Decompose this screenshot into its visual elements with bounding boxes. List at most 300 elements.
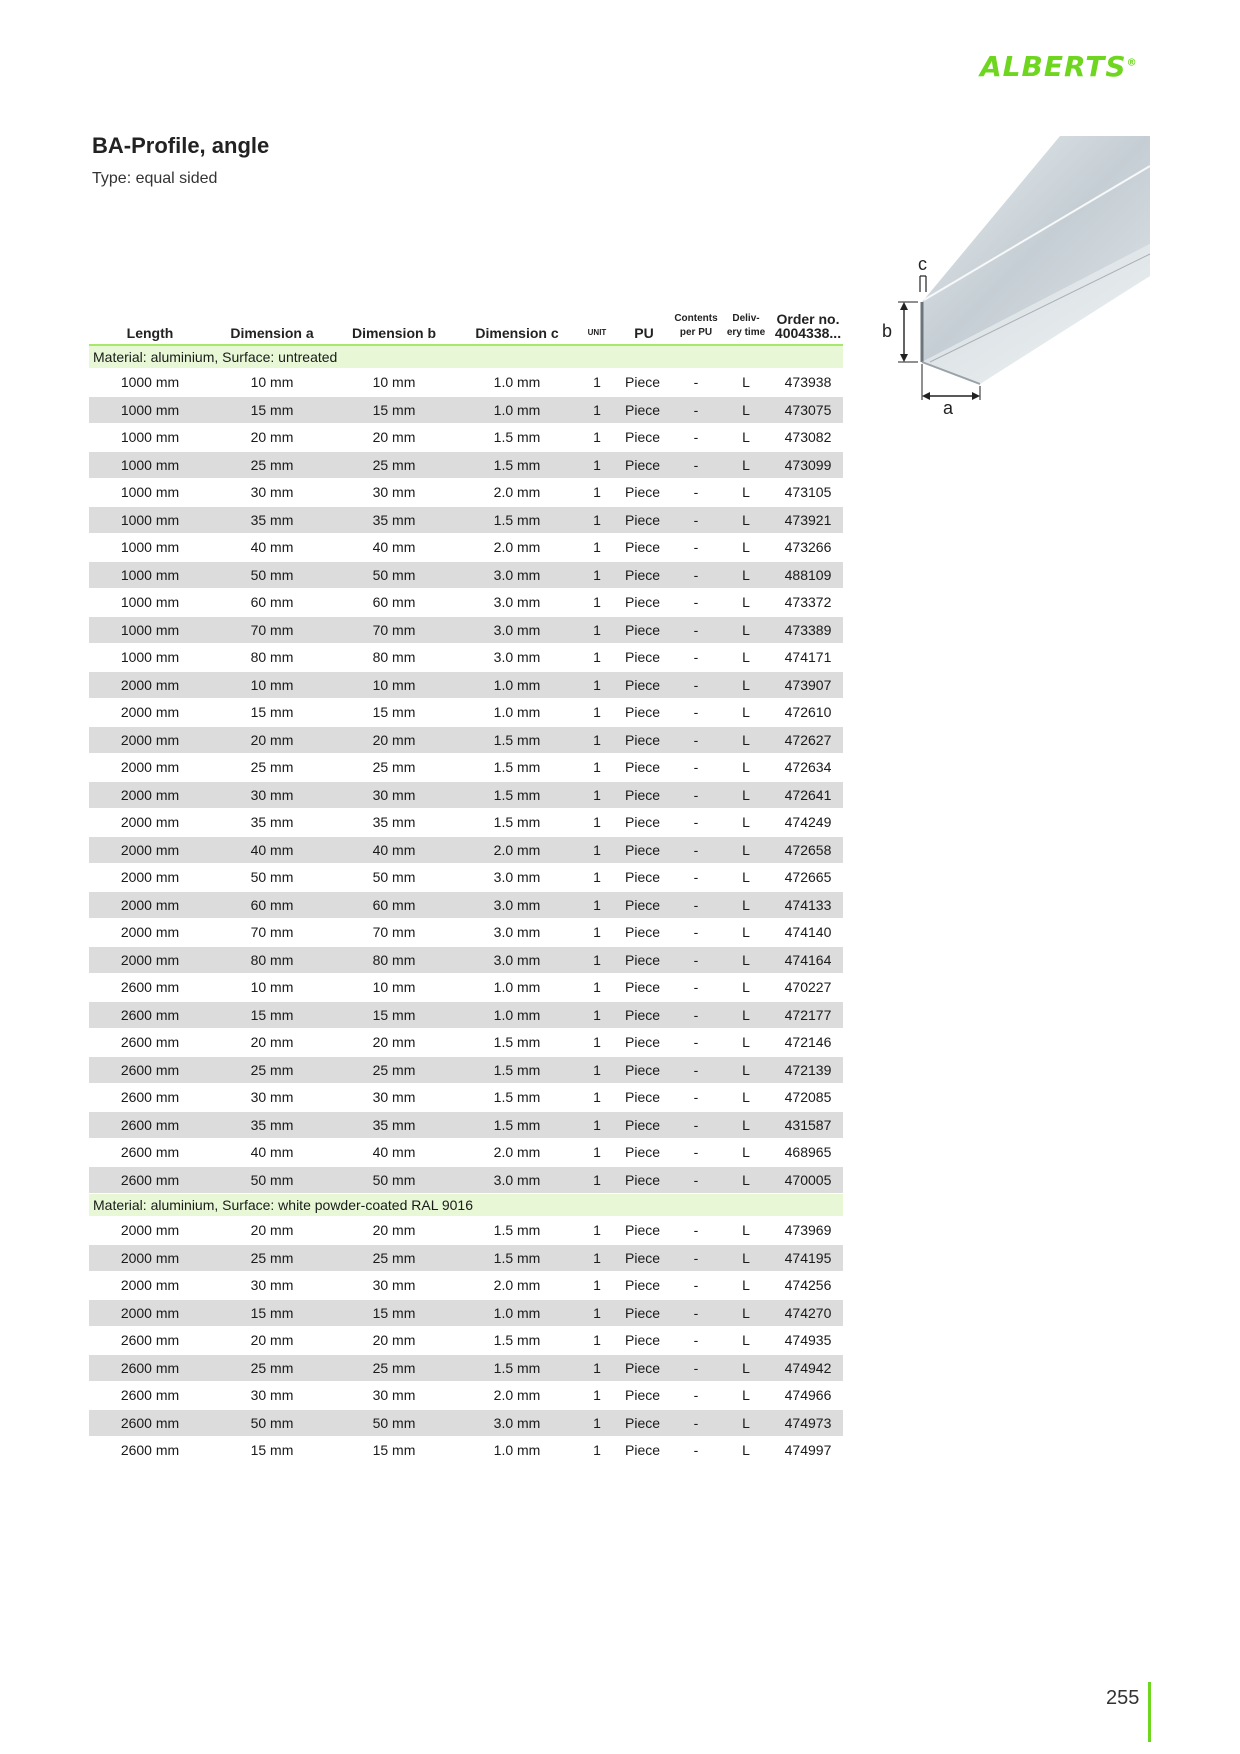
- cell-delivery: L: [719, 396, 773, 424]
- cell-unit: 1: [579, 946, 615, 974]
- cell-dimension-c: 3.0 mm: [455, 891, 579, 919]
- cell-pu: Piece: [615, 561, 673, 589]
- cell-dimension-b: 10 mm: [333, 369, 455, 397]
- cell-dimension-b: 25 mm: [333, 754, 455, 782]
- cell-order-no: 474140: [773, 919, 843, 947]
- cell-contents: -: [673, 974, 719, 1002]
- cell-unit: 1: [579, 1029, 615, 1057]
- cell-dimension-a: 15 mm: [211, 1001, 333, 1029]
- cell-delivery: L: [719, 1166, 773, 1194]
- cell-unit: 1: [579, 1437, 615, 1465]
- cell-pu: Piece: [615, 1166, 673, 1194]
- cell-delivery: L: [719, 1272, 773, 1300]
- cell-dimension-a: 70 mm: [211, 919, 333, 947]
- cell-dimension-c: 1.5 mm: [455, 1217, 579, 1245]
- cell-dimension-a: 20 mm: [211, 424, 333, 452]
- cell-order-no: 474935: [773, 1327, 843, 1355]
- cell-length: 2600 mm: [89, 1029, 211, 1057]
- cell-delivery: L: [719, 809, 773, 837]
- label-b: b: [882, 321, 893, 341]
- header-dimension-b: Dimension b: [351, 325, 436, 341]
- table-row: [89, 1382, 843, 1410]
- cell-order-no: 488109: [773, 561, 843, 589]
- table-row: [89, 864, 843, 892]
- cell-order-no: 472665: [773, 864, 843, 892]
- cell-pu: Piece: [615, 1001, 673, 1029]
- cell-unit: 1: [579, 671, 615, 699]
- cell-pu: Piece: [615, 1244, 673, 1272]
- cell-unit: 1: [579, 864, 615, 892]
- cell-contents: -: [673, 1217, 719, 1245]
- cell-dimension-b: 20 mm: [333, 726, 455, 754]
- cell-dimension-c: 1.5 mm: [455, 1111, 579, 1139]
- cell-unit: 1: [579, 1001, 615, 1029]
- cell-unit: 1: [579, 1084, 615, 1112]
- cell-dimension-b: 30 mm: [333, 1382, 455, 1410]
- cell-unit: 1: [579, 424, 615, 452]
- cell-dimension-b: 15 mm: [333, 1437, 455, 1465]
- cell-dimension-b: 30 mm: [333, 781, 455, 809]
- header-length: Length: [126, 325, 174, 341]
- table-row: [89, 1111, 843, 1139]
- cell-dimension-b: 35 mm: [333, 1111, 455, 1139]
- cell-dimension-c: 3.0 mm: [455, 644, 579, 672]
- cell-length: 1000 mm: [89, 424, 211, 452]
- cell-dimension-a: 35 mm: [211, 809, 333, 837]
- cell-dimension-c: 1.5 mm: [455, 1244, 579, 1272]
- cell-delivery: L: [719, 1437, 773, 1465]
- cell-contents: -: [673, 1139, 719, 1167]
- cell-dimension-a: 40 mm: [211, 534, 333, 562]
- cell-order-no: 474966: [773, 1382, 843, 1410]
- cell-order-no: 431587: [773, 1111, 843, 1139]
- cell-dimension-c: 2.0 mm: [455, 1382, 579, 1410]
- cell-length: 2000 mm: [89, 1299, 211, 1327]
- dimension-b-marker: [882, 302, 918, 362]
- cell-delivery: L: [719, 1299, 773, 1327]
- cell-delivery: L: [719, 1409, 773, 1437]
- cell-unit: 1: [579, 451, 615, 479]
- header-pu: PU: [634, 325, 654, 341]
- cell-delivery: L: [719, 479, 773, 507]
- cell-length: 2600 mm: [89, 1382, 211, 1410]
- cell-delivery: L: [719, 891, 773, 919]
- cell-unit: 1: [579, 644, 615, 672]
- cell-dimension-c: 1.5 mm: [455, 1056, 579, 1084]
- cell-contents: -: [673, 1244, 719, 1272]
- cell-dimension-b: 80 mm: [333, 946, 455, 974]
- cell-order-no: 472610: [773, 699, 843, 727]
- table-row: [89, 1354, 843, 1382]
- cell-dimension-a: 30 mm: [211, 479, 333, 507]
- cell-length: 2600 mm: [89, 1056, 211, 1084]
- cell-dimension-c: 3.0 mm: [455, 561, 579, 589]
- cell-dimension-b: 60 mm: [333, 891, 455, 919]
- cell-dimension-c: 1.5 mm: [455, 1029, 579, 1057]
- cell-dimension-c: 1.5 mm: [455, 809, 579, 837]
- cell-delivery: L: [719, 919, 773, 947]
- cell-unit: 1: [579, 1111, 615, 1139]
- cell-unit: 1: [579, 699, 615, 727]
- cell-pu: Piece: [615, 1084, 673, 1112]
- cell-dimension-c: 1.0 mm: [455, 369, 579, 397]
- cell-dimension-c: 1.0 mm: [455, 671, 579, 699]
- cell-delivery: L: [719, 1001, 773, 1029]
- cell-contents: -: [673, 836, 719, 864]
- cell-length: 1000 mm: [89, 451, 211, 479]
- cell-dimension-c: 1.5 mm: [455, 506, 579, 534]
- cell-dimension-a: 50 mm: [211, 561, 333, 589]
- cell-contents: -: [673, 726, 719, 754]
- cell-dimension-b: 50 mm: [333, 1409, 455, 1437]
- cell-length: 2000 mm: [89, 919, 211, 947]
- cell-dimension-a: 25 mm: [211, 1244, 333, 1272]
- cell-dimension-c: 2.0 mm: [455, 479, 579, 507]
- table-row: [89, 534, 843, 562]
- cell-dimension-c: 1.0 mm: [455, 974, 579, 1002]
- cell-length: 2600 mm: [89, 1084, 211, 1112]
- cell-dimension-a: 25 mm: [211, 1354, 333, 1382]
- cell-dimension-c: 1.5 mm: [455, 451, 579, 479]
- cell-order-no: 474133: [773, 891, 843, 919]
- cell-contents: -: [673, 946, 719, 974]
- cell-dimension-c: 1.5 mm: [455, 1084, 579, 1112]
- cell-unit: 1: [579, 534, 615, 562]
- cell-contents: -: [673, 864, 719, 892]
- cell-dimension-b: 15 mm: [333, 1001, 455, 1029]
- cell-dimension-c: 2.0 mm: [455, 836, 579, 864]
- cell-pu: Piece: [615, 534, 673, 562]
- cell-order-no: 472146: [773, 1029, 843, 1057]
- section-header: [89, 1194, 843, 1217]
- cell-dimension-a: 50 mm: [211, 864, 333, 892]
- cell-pu: Piece: [615, 479, 673, 507]
- cell-dimension-b: 50 mm: [333, 1166, 455, 1194]
- cell-dimension-c: 3.0 mm: [455, 589, 579, 617]
- cell-dimension-a: 60 mm: [211, 589, 333, 617]
- cell-dimension-c: 1.0 mm: [455, 1437, 579, 1465]
- cell-contents: -: [673, 1166, 719, 1194]
- cell-order-no: 474270: [773, 1299, 843, 1327]
- cell-dimension-b: 15 mm: [333, 699, 455, 727]
- section-title: Material: aluminium, Surface: untreated: [89, 345, 843, 369]
- cell-dimension-b: 25 mm: [333, 1244, 455, 1272]
- cell-order-no: 473969: [773, 1217, 843, 1245]
- cell-dimension-c: 3.0 mm: [455, 919, 579, 947]
- cell-dimension-c: 3.0 mm: [455, 1166, 579, 1194]
- cell-dimension-a: 25 mm: [211, 451, 333, 479]
- cell-dimension-a: 50 mm: [211, 1166, 333, 1194]
- cell-dimension-a: 35 mm: [211, 1111, 333, 1139]
- cell-length: 2000 mm: [89, 836, 211, 864]
- header-contents-line1: Contents: [674, 313, 718, 324]
- cell-dimension-b: 40 mm: [333, 836, 455, 864]
- cell-unit: 1: [579, 781, 615, 809]
- table-row: [89, 671, 843, 699]
- cell-contents: -: [673, 1272, 719, 1300]
- cell-pu: Piece: [615, 1029, 673, 1057]
- header-order-line1: Order no.: [776, 311, 840, 327]
- cell-length: 2600 mm: [89, 1354, 211, 1382]
- cell-contents: -: [673, 506, 719, 534]
- cell-length: 2600 mm: [89, 1001, 211, 1029]
- cell-dimension-b: 25 mm: [333, 1354, 455, 1382]
- cell-order-no: 473266: [773, 534, 843, 562]
- cell-dimension-c: 1.5 mm: [455, 781, 579, 809]
- cell-order-no: 473099: [773, 451, 843, 479]
- page-title: BA-Profile, angle: [92, 133, 270, 158]
- cell-delivery: L: [719, 974, 773, 1002]
- cell-order-no: 473372: [773, 589, 843, 617]
- cell-dimension-c: 1.0 mm: [455, 396, 579, 424]
- label-a: a: [943, 398, 954, 418]
- table-row: [89, 506, 843, 534]
- dimension-c-marker: [918, 254, 927, 292]
- cell-length: 2600 mm: [89, 1437, 211, 1465]
- cell-unit: 1: [579, 1056, 615, 1084]
- table-body: [89, 345, 843, 1464]
- cell-length: 2000 mm: [89, 1244, 211, 1272]
- cell-contents: -: [673, 671, 719, 699]
- cell-dimension-a: 10 mm: [211, 671, 333, 699]
- cell-dimension-b: 35 mm: [333, 506, 455, 534]
- cell-unit: 1: [579, 1354, 615, 1382]
- cell-dimension-a: 10 mm: [211, 974, 333, 1002]
- cell-length: 2000 mm: [89, 864, 211, 892]
- cell-unit: 1: [579, 1299, 615, 1327]
- cell-order-no: 473907: [773, 671, 843, 699]
- cell-contents: -: [673, 1111, 719, 1139]
- cell-pu: Piece: [615, 1111, 673, 1139]
- cell-pu: Piece: [615, 1437, 673, 1465]
- cell-dimension-b: 30 mm: [333, 479, 455, 507]
- cell-dimension-a: 40 mm: [211, 836, 333, 864]
- cell-delivery: L: [719, 1244, 773, 1272]
- cell-order-no: 473075: [773, 396, 843, 424]
- cell-length: 2600 mm: [89, 1166, 211, 1194]
- cell-delivery: L: [719, 1327, 773, 1355]
- cell-dimension-b: 50 mm: [333, 561, 455, 589]
- cell-dimension-a: 30 mm: [211, 1084, 333, 1112]
- cell-contents: -: [673, 451, 719, 479]
- cell-unit: 1: [579, 479, 615, 507]
- cell-dimension-b: 25 mm: [333, 451, 455, 479]
- cell-contents: -: [673, 781, 719, 809]
- cell-delivery: L: [719, 781, 773, 809]
- cell-order-no: 473938: [773, 369, 843, 397]
- cell-dimension-c: 1.0 mm: [455, 1299, 579, 1327]
- cell-order-no: 474195: [773, 1244, 843, 1272]
- cell-pu: Piece: [615, 369, 673, 397]
- cell-order-no: 472627: [773, 726, 843, 754]
- cell-dimension-c: 2.0 mm: [455, 1272, 579, 1300]
- cell-length: 1000 mm: [89, 506, 211, 534]
- cell-delivery: L: [719, 1084, 773, 1112]
- cell-unit: 1: [579, 726, 615, 754]
- cell-delivery: L: [719, 1139, 773, 1167]
- cell-order-no: 470005: [773, 1166, 843, 1194]
- cell-unit: 1: [579, 1327, 615, 1355]
- cell-length: 2600 mm: [89, 1409, 211, 1437]
- cell-dimension-c: 2.0 mm: [455, 1139, 579, 1167]
- cell-dimension-a: 25 mm: [211, 754, 333, 782]
- cell-pu: Piece: [615, 644, 673, 672]
- cell-dimension-b: 80 mm: [333, 644, 455, 672]
- header-dimension-c: Dimension c: [475, 325, 559, 341]
- cell-dimension-c: 1.0 mm: [455, 699, 579, 727]
- cell-contents: -: [673, 534, 719, 562]
- cell-delivery: L: [719, 1354, 773, 1382]
- cell-dimension-a: 15 mm: [211, 699, 333, 727]
- table-row: [89, 644, 843, 672]
- cell-contents: -: [673, 754, 719, 782]
- cell-dimension-a: 25 mm: [211, 1056, 333, 1084]
- table-row: [89, 1056, 843, 1084]
- header-delivery-line1: Deliv-: [732, 313, 760, 324]
- cell-pu: Piece: [615, 1409, 673, 1437]
- cell-length: 1000 mm: [89, 534, 211, 562]
- cell-pu: Piece: [615, 809, 673, 837]
- cell-dimension-c: 3.0 mm: [455, 1409, 579, 1437]
- cell-dimension-a: 30 mm: [211, 781, 333, 809]
- cell-pu: Piece: [615, 754, 673, 782]
- section-title: Material: aluminium, Surface: white powder-coated RAL 9016: [89, 1194, 843, 1217]
- cell-dimension-a: 30 mm: [211, 1272, 333, 1300]
- cell-delivery: L: [719, 561, 773, 589]
- cell-delivery: L: [719, 1217, 773, 1245]
- cell-unit: 1: [579, 369, 615, 397]
- table-row: [89, 369, 843, 397]
- cell-dimension-b: 20 mm: [333, 1029, 455, 1057]
- cell-delivery: L: [719, 1056, 773, 1084]
- cell-contents: -: [673, 699, 719, 727]
- cell-delivery: L: [719, 644, 773, 672]
- cell-pu: Piece: [615, 726, 673, 754]
- cell-length: 2000 mm: [89, 1272, 211, 1300]
- cell-delivery: L: [719, 671, 773, 699]
- cell-dimension-a: 80 mm: [211, 946, 333, 974]
- cell-pu: Piece: [615, 424, 673, 452]
- cell-order-no: 472658: [773, 836, 843, 864]
- cell-dimension-b: 10 mm: [333, 974, 455, 1002]
- cell-order-no: 474256: [773, 1272, 843, 1300]
- cell-length: 2000 mm: [89, 726, 211, 754]
- cell-dimension-c: 3.0 mm: [455, 864, 579, 892]
- cell-contents: -: [673, 1001, 719, 1029]
- cell-unit: 1: [579, 1244, 615, 1272]
- cell-unit: 1: [579, 919, 615, 947]
- cell-pu: Piece: [615, 864, 673, 892]
- cell-order-no: 474942: [773, 1354, 843, 1382]
- cell-delivery: L: [719, 534, 773, 562]
- table-row: [89, 1299, 843, 1327]
- cell-dimension-a: 70 mm: [211, 616, 333, 644]
- cell-pu: Piece: [615, 946, 673, 974]
- table-row: [89, 1001, 843, 1029]
- cell-delivery: L: [719, 1029, 773, 1057]
- table-row: [89, 561, 843, 589]
- cell-dimension-a: 20 mm: [211, 726, 333, 754]
- cell-length: 2000 mm: [89, 781, 211, 809]
- cell-order-no: 473105: [773, 479, 843, 507]
- cell-order-no: 474249: [773, 809, 843, 837]
- table-row: [89, 946, 843, 974]
- cell-dimension-b: 30 mm: [333, 1084, 455, 1112]
- cell-pu: Piece: [615, 974, 673, 1002]
- cell-dimension-c: 1.5 mm: [455, 1327, 579, 1355]
- cell-delivery: L: [719, 699, 773, 727]
- table-row: [89, 396, 843, 424]
- cell-unit: 1: [579, 754, 615, 782]
- cell-dimension-a: 15 mm: [211, 1437, 333, 1465]
- cell-contents: -: [673, 589, 719, 617]
- page-subtitle: Type: equal sided: [92, 170, 218, 187]
- cell-contents: -: [673, 479, 719, 507]
- cell-contents: -: [673, 1056, 719, 1084]
- cell-unit: 1: [579, 561, 615, 589]
- cell-dimension-c: 1.5 mm: [455, 754, 579, 782]
- cell-order-no: 473921: [773, 506, 843, 534]
- cell-order-no: 472139: [773, 1056, 843, 1084]
- cell-length: 2000 mm: [89, 946, 211, 974]
- cell-dimension-b: 70 mm: [333, 919, 455, 947]
- cell-length: 2600 mm: [89, 974, 211, 1002]
- cell-pu: Piece: [615, 506, 673, 534]
- brand-name: ALBERTS: [980, 50, 1127, 83]
- cell-unit: 1: [579, 506, 615, 534]
- cell-contents: -: [673, 1354, 719, 1382]
- cell-length: 1000 mm: [89, 589, 211, 617]
- table-row: [89, 891, 843, 919]
- cell-pu: Piece: [615, 1382, 673, 1410]
- cell-delivery: L: [719, 836, 773, 864]
- cell-order-no: 472634: [773, 754, 843, 782]
- table-row: [89, 616, 843, 644]
- cell-contents: -: [673, 1029, 719, 1057]
- table-row: [89, 726, 843, 754]
- cell-unit: 1: [579, 1217, 615, 1245]
- cell-pu: Piece: [615, 671, 673, 699]
- cell-dimension-b: 20 mm: [333, 1217, 455, 1245]
- cell-dimension-c: 1.5 mm: [455, 726, 579, 754]
- cell-pu: Piece: [615, 1327, 673, 1355]
- cell-contents: -: [673, 919, 719, 947]
- cell-contents: -: [673, 616, 719, 644]
- cell-delivery: L: [719, 946, 773, 974]
- cell-dimension-b: 20 mm: [333, 1327, 455, 1355]
- cell-dimension-a: 40 mm: [211, 1139, 333, 1167]
- cell-dimension-a: 30 mm: [211, 1382, 333, 1410]
- table-row: [89, 781, 843, 809]
- cell-dimension-b: 15 mm: [333, 396, 455, 424]
- cell-pu: Piece: [615, 1056, 673, 1084]
- cell-dimension-b: 10 mm: [333, 671, 455, 699]
- page-number-bar: [1148, 1682, 1151, 1742]
- table-row: [89, 1029, 843, 1057]
- header-order-line2: 4004338...: [774, 325, 842, 341]
- cell-delivery: L: [719, 754, 773, 782]
- cell-contents: -: [673, 1084, 719, 1112]
- cell-unit: 1: [579, 1139, 615, 1167]
- cell-contents: -: [673, 1299, 719, 1327]
- cell-dimension-c: 1.5 mm: [455, 424, 579, 452]
- cell-unit: 1: [579, 836, 615, 864]
- cell-dimension-b: 25 mm: [333, 1056, 455, 1084]
- table-row: [89, 1327, 843, 1355]
- cell-unit: 1: [579, 974, 615, 1002]
- cell-pu: Piece: [615, 1217, 673, 1245]
- cell-pu: Piece: [615, 919, 673, 947]
